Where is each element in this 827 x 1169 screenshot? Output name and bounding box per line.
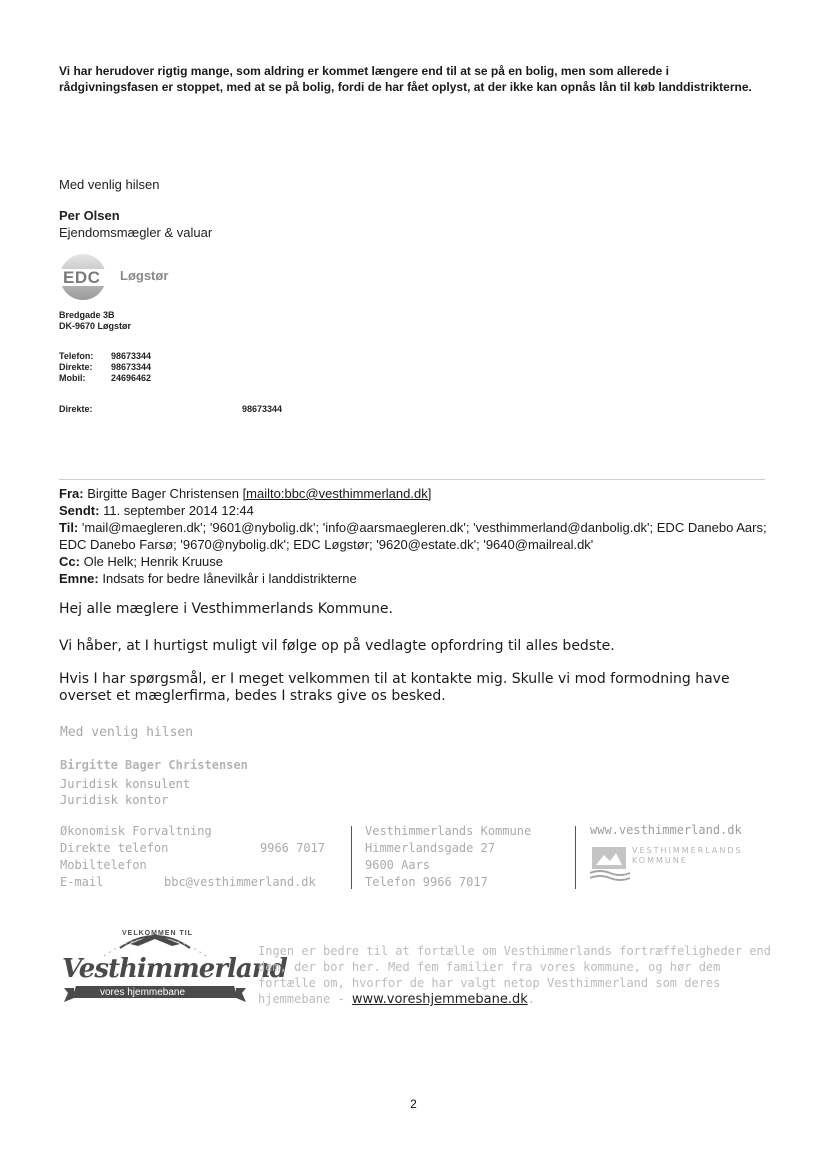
from-value: Birgitte Bager Christensen bbox=[87, 486, 239, 501]
vesthimmerland-logo bbox=[60, 922, 287, 1012]
edc-logo-text: EDC bbox=[63, 268, 101, 287]
column-divider-2 bbox=[575, 826, 576, 889]
signature-name: Per Olsen bbox=[59, 208, 120, 223]
logo-welcome: VELKOMMEN TIL bbox=[122, 930, 193, 937]
page-number: 2 bbox=[410, 1097, 417, 1111]
edc-logo-city: Løgstør bbox=[120, 268, 169, 283]
direct-value: 98673344 bbox=[111, 362, 152, 372]
phone-value: 98673344 bbox=[111, 351, 152, 361]
header-divider bbox=[59, 479, 765, 480]
edc-logo bbox=[60, 254, 260, 300]
column-divider bbox=[351, 826, 352, 889]
office-address bbox=[59, 310, 131, 332]
cc-value: Ole Helk; Henrik Kruuse bbox=[83, 554, 224, 569]
sent-row: Sendt: 11. september 2014 12:44 bbox=[59, 503, 254, 518]
dept: Økonomisk Forvaltning bbox=[60, 824, 212, 838]
logo-tagline: vores hjemmebane bbox=[100, 987, 186, 998]
mobile-label: Mobiltelefon bbox=[60, 858, 147, 872]
signature2-name: Birgitte Bager Christensen bbox=[60, 758, 248, 772]
from-row: Fra: Birgitte Bager Christensen [mailto:bbc@vesthimmerland.dk] bbox=[59, 486, 432, 501]
from-mailto-link[interactable]: [mailto:bbc@vesthimmerland.dk] bbox=[242, 486, 432, 501]
signature2-greeting: Med venlig hilsen bbox=[60, 725, 194, 740]
voreshjemmebane-link[interactable]: www.voreshjemmebane.dk bbox=[351, 992, 528, 1007]
body-line-1: Hej alle mæglere i Vesthimmerlands Kommune. bbox=[59, 601, 393, 617]
signature2-roles: Juridisk konsulent Juridisk kontor bbox=[60, 777, 191, 807]
contact-block bbox=[59, 351, 151, 384]
intro-paragraph: Vi har herudover rigtig mange, som aldring er kommet længere end til at se på en bolig, men som allerede i rådgivningsfasen er stoppet, med at se på bolig, fordi de har fået oplyst, at der ikke kan opnås lån til køb landdistrikterne. bbox=[59, 64, 752, 94]
promo-text: Ingen er bedre til at fortælle om Vesthimmerlands fortræffeligheder end dem, der bor her. Med fem familier fra vores kommune, og hør dem fortælle om, hvorfor de har valgt netop Vesthimmerland som deres hjemmebane - www.voreshjemmebane.dk. bbox=[258, 944, 771, 1007]
direct-phone: 9966 7017 bbox=[260, 841, 326, 855]
direct-row-2: Direkte: 98673344 bbox=[59, 404, 283, 414]
mobile-value: 24696462 bbox=[111, 373, 152, 383]
signature-title: Ejendomsmægler & valuar bbox=[59, 225, 213, 240]
to-value: 'mail@maegleren.dk'; '9601@nybolig.dk'; 'info@aarsmaegleren.dk'; 'vesthimmerland@danbolig.dk'; EDC Danebo Aars; EDC Danebo Farsø; '9670@nybolig.dk'; EDC Løgstør; '9620@estate.dk'; '9640@mailreal.dk' bbox=[59, 520, 767, 552]
direct-value-2: 98673344 bbox=[242, 404, 283, 414]
signature2-address: Vesthimmerlands Kommune Himmerlandsgade 27 9600 Aars Telefon 9966 7017 bbox=[365, 824, 532, 889]
cc-row: Cc: Ole Helk; Henrik Kruuse bbox=[59, 554, 224, 569]
phone-row: Telefon: 98673344 bbox=[59, 351, 152, 361]
subject-value: Indsats for bedre lånevilkår i landdistrikterne bbox=[102, 571, 357, 586]
logo-name: Vesthimmerland bbox=[62, 954, 287, 984]
direct-row: Direkte: 98673344 bbox=[59, 362, 152, 372]
signature2-contact: Økonomisk Forvaltning Direkte telefon 9966 7017 Mobiltelefon E-mail bbc@vesthimmerland.dk bbox=[60, 823, 340, 891]
email-link[interactable]: bbc@vesthimmerland.dk bbox=[164, 875, 316, 889]
signature-greeting: Med venlig hilsen bbox=[59, 177, 160, 192]
address-line-2: DK-9670 Løgstør bbox=[59, 321, 132, 331]
website-link[interactable]: www.vesthimmerland.dk bbox=[590, 823, 742, 837]
mobile-row: Mobil: 24696462 bbox=[59, 373, 152, 383]
body-line-3: Hvis I har spørgsmål, er I meget velkommen til at kontakte mig. Skulle vi mod formodning have overset et mæglerfirma, bedes I straks give os besked. bbox=[59, 671, 730, 704]
kommune-logo: VESTHIMMERLANDS KOMMUNE bbox=[588, 843, 768, 885]
body-line-2: Vi håber, at I hurtigst muligt vil følge op på vedlagte opfordring til alles bedste. bbox=[59, 638, 615, 654]
email-header bbox=[59, 485, 779, 587]
to-row: Til: 'mail@maegleren.dk'; '9601@nybolig.dk'; 'info@aarsmaegleren.dk'; 'vesthimmerland@danbolig.dk'; EDC Danebo Aars; EDC Danebo Farsø; '9670@nybolig.dk'; EDC Løgstør; '9620@estate.dk'; '9640@mailreal.dk' bbox=[59, 520, 767, 552]
address-line-1: Bredgade 3B bbox=[59, 310, 115, 320]
sent-value: 11. september 2014 12:44 bbox=[103, 503, 254, 518]
subject-row: Emne: Indsats for bedre lånevilkår i landdistrikterne bbox=[59, 571, 357, 586]
